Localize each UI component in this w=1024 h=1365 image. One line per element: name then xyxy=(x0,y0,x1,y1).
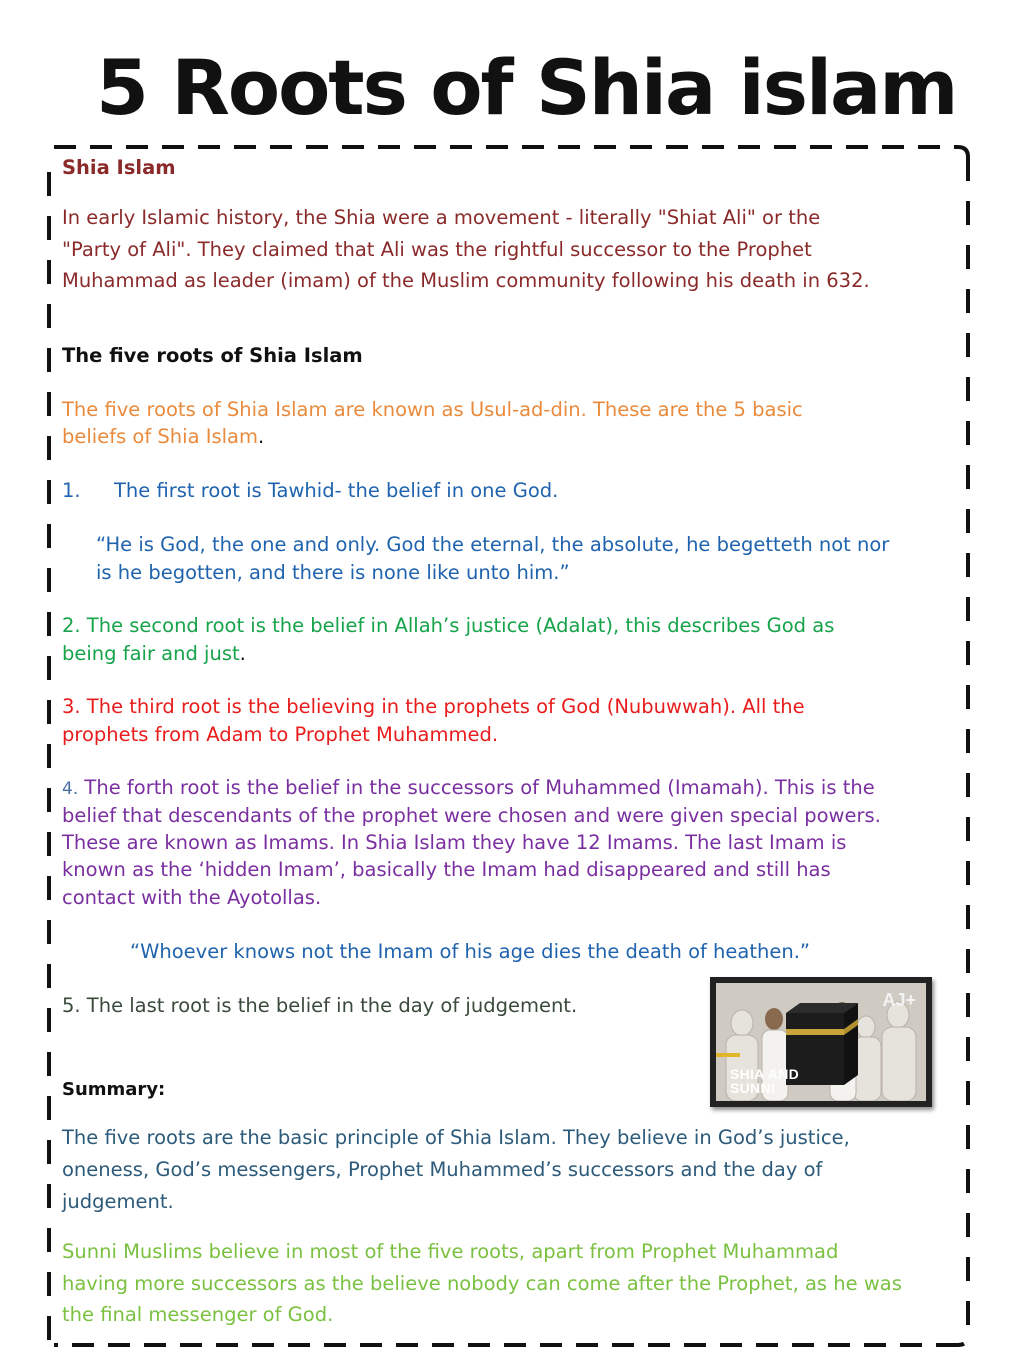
roots-intro-line-1: The five roots of Shia Islam are known as Usul-ad-din. These are the 5 basic xyxy=(62,398,803,421)
root-3-line-1: 3. The third root is the believing in the prophets of God (Nubuwwah). All the xyxy=(62,695,805,718)
root-3-line-2: prophets from Adam to Prophet Muhammed. xyxy=(62,723,499,746)
aj-plus-logo: AJ+ xyxy=(882,990,916,1010)
root-1-number: 1. xyxy=(62,479,81,502)
root-4-line-2: belief that descendants of the prophet were chosen and were given special powers. xyxy=(62,804,881,827)
roots-heading: The five roots of Shia Islam xyxy=(62,344,363,367)
summary-line-1: The five roots are the basic principle of Shia Islam. They believe in God’s justice, xyxy=(62,1126,850,1149)
roots-intro-line-2-text: beliefs of Shia Islam xyxy=(62,425,258,448)
root-4-line-4: known as the ‘hidden Imam’, basically the Imam had disappeared and still has xyxy=(62,858,831,881)
sunni-line-2: having more successors as the believe nobody can come after the Prophet, as he was xyxy=(62,1272,902,1295)
roots-intro-period: . xyxy=(258,425,265,448)
root-1 xyxy=(62,477,962,504)
root-4-line-3: These are known as Imams. In Shia Islam they have 12 Imams. The last Imam is xyxy=(62,831,847,854)
root-2-period: . xyxy=(239,642,246,665)
intro-line-3: Muhammad as leader (imam) of the Muslim community following his death in 632. xyxy=(62,269,870,292)
quote-1-line-1: “He is God, the one and only. God the eternal, the absolute, he begetteth not nor xyxy=(96,533,890,556)
root-2-line-2 xyxy=(62,640,962,667)
root-1-text: The first root is Tawhid- the belief in one God. xyxy=(114,479,559,502)
intro-line-1: In early Islamic history, the Shia were a movement - literally "Shiat Ali" or the xyxy=(62,206,821,229)
root-4-line-5: contact with the Ayotollas. xyxy=(62,886,322,909)
sunni-line-3: the final messenger of God. xyxy=(62,1303,334,1326)
root-4-first-text: The forth root is the belief in the successors of Muhammed (Imamah). This is the xyxy=(78,776,875,799)
root-2-line-2-text: being fair and just xyxy=(62,642,240,665)
thumbnail-badge-line-2: SUNNI xyxy=(730,1080,776,1096)
intro-line-2: "Party of Ali". They claimed that Ali was the rightful successor to the Prophet xyxy=(62,238,812,261)
root-2-line-1: 2. The second root is the belief in Allah’s justice (Adalat), this describes God as xyxy=(62,614,835,637)
root-4-number: 4. xyxy=(62,779,79,799)
page-title: 5 Roots of Shia islam xyxy=(96,43,957,132)
thumbnail-badge-line-1: SHIA AND xyxy=(730,1066,800,1082)
roots-intro-line-2 xyxy=(62,423,962,450)
quote-2: “Whoever knows not the Imam of his age dies the death of heathen.” xyxy=(130,940,811,963)
summary-heading: Summary: xyxy=(62,1079,166,1100)
root-5: 5. The last root is the belief in the day of judgement. xyxy=(62,994,578,1017)
quote-1-line-2: is he begotten, and there is none like unto him.” xyxy=(96,561,570,584)
root-4-line-1 xyxy=(62,774,962,803)
summary-line-3: judgement. xyxy=(62,1190,174,1213)
sunni-line-1: Sunni Muslims believe in most of the five roots, apart from Prophet Muhammad xyxy=(62,1240,839,1263)
intro-heading: Shia Islam xyxy=(62,156,176,179)
summary-line-2: oneness, God’s messengers, Prophet Muhammed’s successors and the day of xyxy=(62,1158,823,1181)
